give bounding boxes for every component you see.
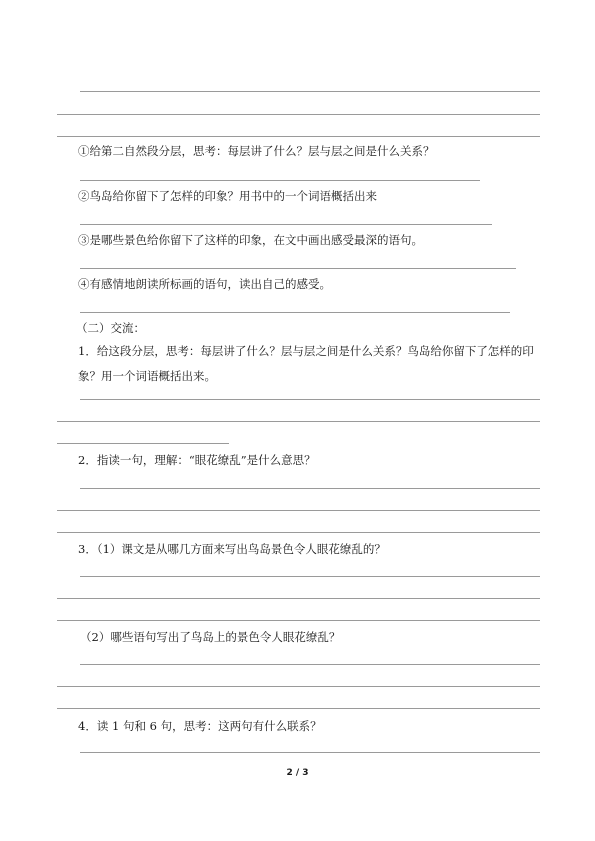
answer-line [80, 664, 540, 665]
answer-line [80, 180, 480, 181]
question-3: ③是哪些景色给你留下了这样的印象，在文中画出感受最深的语句。 [78, 233, 423, 247]
question-2: ②鸟岛给你留下了怎样的印象？用书中的一个词语概括出来 [78, 189, 377, 203]
answer-line [57, 421, 540, 422]
answer-line [57, 443, 229, 444]
page-number: 2 / 3 [286, 768, 309, 778]
answer-line [80, 224, 492, 225]
answer-line [57, 598, 540, 599]
question-4: ④有感情地朗读所标画的语句，读出自己的感受。 [78, 277, 331, 291]
item-2: 2．指读一句，理解：“眼花缭乱”是什么意思？ [78, 453, 316, 467]
answer-line [57, 620, 540, 621]
answer-line [57, 686, 540, 687]
answer-line [80, 752, 540, 753]
item-3-2: （2）哪些语句写出了鸟岛上的景色令人眼花缭乱？ [80, 630, 341, 644]
answer-line [80, 268, 516, 269]
item-4: 4．读 1 句和 6 句，思考：这两句有什么联系？ [78, 719, 322, 733]
answer-line [80, 488, 540, 489]
answer-line [57, 708, 540, 709]
answer-line [80, 399, 540, 400]
section-heading: （二）交流： [76, 321, 145, 335]
item-1: 1．给这段分层，思考：每层讲了什么？层与层之间是什么关系？鸟岛给你留下了怎样的印象？用一个词语概括出来。 [78, 344, 534, 383]
answer-line [57, 532, 540, 533]
answer-line [80, 91, 540, 92]
answer-line [57, 136, 540, 137]
answer-line [80, 312, 510, 313]
question-1: ①给第二自然段分层，思考：每层讲了什么？层与层之间是什么关系？ [78, 144, 435, 158]
answer-line [57, 114, 540, 115]
item-3-1: 3．（1）课文是从哪几方面来写出鸟岛景色令人眼花缭乱的？ [78, 542, 386, 556]
answer-line [80, 576, 540, 577]
answer-line [57, 510, 540, 511]
